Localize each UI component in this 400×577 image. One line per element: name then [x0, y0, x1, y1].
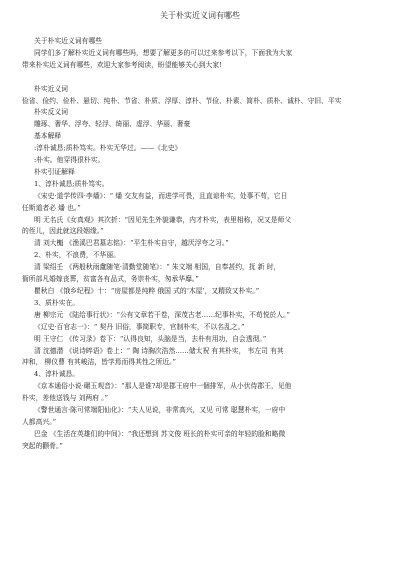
item-2-line-1: 清 梁绍壬 《两般秋雨盦随笔·清勤堂随笔》：“ 朱文端 相国，自奉甚约，抚 新 时，	[34, 263, 281, 272]
spacer	[22, 72, 384, 84]
item-3-line-4: 清 沈德潜 《说诗晬语》卷上：“ 陶 诗胸次浩然……储太祝 有其朴实， 韦左司 有其	[34, 346, 284, 355]
item-1-line-4: 的侄儿，因此就这段姻缘。”	[22, 227, 104, 236]
intro-paragraph-line-1: 同学们多了解朴实近义词有哪些吗，想要了解更多的可以过来参考以下，下面我为大家	[34, 48, 293, 57]
item-3-line-1: 唐 柳宗元 《陆给事行状》：“公有文章若干卷，深茂古老……纪事朴实，不苟悦於人。”	[34, 310, 290, 319]
item-1-heading: 1、淳朴诚恳;质朴笃实。	[34, 179, 109, 188]
item-3-line-2: 《辽史·百官志一》：“ 契丹 旧俗，事简职专，官制朴实，不以名乱之。”	[34, 322, 245, 331]
item-4-line-3: 《警世通言·陈可常端阳仙化》：“夫人见说，非常高兴，又见 可常 聪慧朴实，一府中	[34, 406, 286, 415]
item-4-line-4: 人都高兴。”	[22, 417, 57, 426]
item-4-line-2: 朴实，差他送钱与 刘两府 。”	[22, 394, 108, 403]
antonyms-list: 雕琢、奢华、浮夸、轻浮、绮丽、虚浮、华丽、奢豪	[34, 120, 191, 129]
item-2-line-3: 瞿秋白 《饿乡纪程》十：“房屋都是纯粹 俄国 式的‘木屋’，又精致又朴实。”	[34, 287, 260, 296]
item-3-line-5: 冲和， 柳仪曹 有其峻洁，皆学焉而得其性之所近。”	[22, 358, 176, 367]
citation-heading: 朴实引证解释	[34, 167, 75, 176]
document-body	[22, 36, 384, 453]
synonyms-heading: 朴实近义词	[34, 84, 68, 93]
item-1-line-5: 清 刘大櫆 《渔溪巴君墓志铭》：“平生朴实自守，越厌浮夸之习。”	[34, 239, 229, 248]
basic-explanation-heading: 基本解释	[34, 132, 62, 141]
item-3-line-3: 明 王守仁 《传习录》卷下：“认得良知，头脑是当，去朴有用功，自会透彻。”	[34, 334, 267, 343]
item-2-heading: 2、朴实，不浪费，不华丽。	[34, 251, 120, 260]
item-2-line-2: 衙所部凡婚嫁丧葬，贫富各有品式，务崇朴实，匆承华靡。”	[22, 275, 199, 284]
item-1-line-3: 明 无名氏《女真观》其次折：“因见先生外貌谦恭，内才朴实，表里相称，况又是师父	[34, 215, 292, 224]
antonyms-heading: 朴实反义词	[34, 108, 68, 117]
article-title: 关于朴实近义词有哪些	[34, 37, 102, 45]
basic-explanation-2: :朴实。他穿得很朴实。	[34, 156, 105, 165]
item-4-line-5: 巴金 《生活在英雄们的中间》：“我还想到 苏文俊 班长的朴实可亲的年轻的脸和略微	[34, 429, 286, 438]
item-1-line-2: 任斯道者必 燔 也。”	[22, 203, 81, 212]
item-4-heading: 4、淳朴诚恳。	[34, 370, 80, 379]
synonyms-list: 俭省、俭约、俭朴、悬切、纯朴、节省、朴质、浮厚、淳朴、节俭、朴素、简朴、质朴、诚朴、守旧、平实	[22, 96, 342, 105]
item-1-line-1: 《宋史·道学传四·李燔》：“ 燔 交友有益，而进学可畏，且直谅朴实，处事不苟，它日	[34, 191, 288, 200]
item-4-line-6: 突起的颧骨。”	[22, 441, 63, 450]
basic-explanation-1: :淳朴诚恳;质朴笃实。朴实无华过。——《北史》	[34, 144, 182, 153]
item-3-heading: 3、质朴实在。	[34, 298, 80, 307]
page-header-title: 关于朴实近义词有哪些	[160, 11, 240, 20]
item-4-line-1: 《京本通俗小说·碾玉观音》：“那人是谁?却是郡王府中一個排军，从小伏侍郡王，见他	[34, 382, 292, 391]
intro-paragraph-line-2: 带来朴实近义词有哪些，欢迎大家参考阅读，盼望能够关心到大家!	[22, 60, 222, 69]
